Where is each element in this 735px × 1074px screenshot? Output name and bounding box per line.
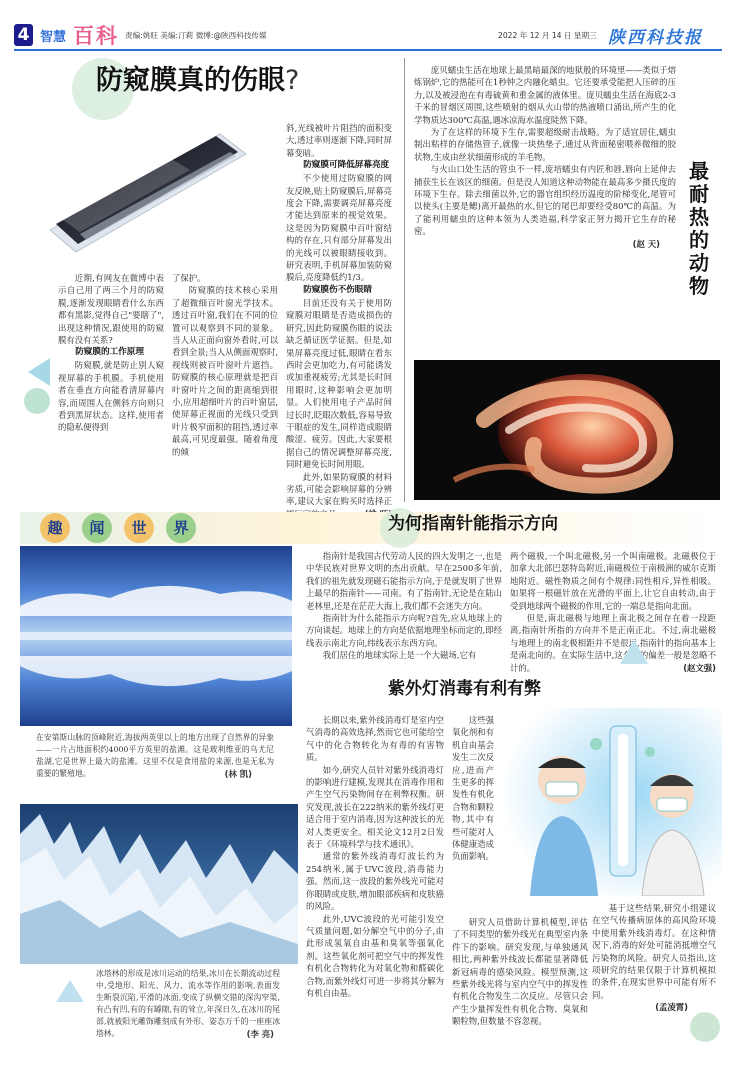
uv-para-1: 长期以来,紫外线消毒灯是室内空气消毒的高效选择,然而它也可能给空气中的化合物转化为有毒的有害物质。 (306, 715, 444, 763)
article-1-para-principle: 防窥膜,就是防止别人窥视屏幕的手机膜。手机使用者在垂直方向能看清屏幕内容,而周围人在侧斜方向则只看到黑屏状态。这样,使用者的隐私便得到 (58, 360, 164, 433)
issue-date: 2022 年 12 月 14 日 星期三 (498, 31, 597, 40)
article-1-title: 防窥膜真的伤眼? (96, 65, 300, 96)
staff-line: 责编:姚旺 美编:汀莉 微博:@陕西科技传媒 (125, 31, 267, 40)
circle-decor-right (690, 1012, 720, 1042)
article-1-col3-lead: 斜,光线被叶片阻挡的面积变大,透过率则逐渐下降,同时屏幕变暗。 (286, 123, 392, 158)
article-1-column-2 (172, 272, 278, 458)
uv-para-7: 基于这些结果,研究小组建议在空气传播病原体的高风险环境中使用紫外线消毒灯。在这种情况下,消毒的好处可能消抵增空气污染物的风险。研究人员指出,这项研究的结果仅限于计算机模拟的条件,在现实世界中可能有所不同。 (592, 903, 716, 1000)
phone-screen-protector-image (20, 112, 255, 270)
compass-para-5: 但是,南北磁极与地理上南北极之间存在着一段距离,指南针所指的方向并不是正南正北。不过,南北磁极与地理上的南北极相距并不是很远,指南针的指向基本上是南北向的。在实际生活中,这么小的偏差一般是忽略不计的。 (510, 613, 716, 673)
page-header (0, 0, 735, 54)
article-1-column-3 (286, 122, 392, 521)
uv-disinfection-illustration (500, 708, 722, 896)
article-1-para-technology: 防窥膜的技术核心采用了超微细百叶窗光学技术。透过百叶窗,我们在不同的位置可以观察到不同的景象。当人从正面向窗外看时,可以看到全景;当人从侧面观察时,视线则被百叶窗叶片遮挡。防窥膜的核心原理就是把百叶窗叶片之间的距离缩到很小,应用超细叶片的百叶窗层,使屏幕正视面的光线只受到叶片极窄面积的阻挡,透过率最高,可见度最强。随着角度的倾 (172, 285, 278, 457)
band-char-2: 闻 (82, 513, 112, 543)
salt-flat-caption-text: 在安第斯山脉的顶峰附近,海拔两英里以上的地方出现了自然界的异象——一片占地面积约4000平方英里的盐滩。这是玻利维亚的乌尤尼盐湖,它是世界上最大的盐滩。这里不仅是食用盐的来源,也是无私为重要的繁殖地。 (36, 733, 274, 778)
uv-para-4: 此外,UVC波段的光可能引发空气质量问题,如分解空气中的分子,由此形成氢氧自由基和臭氧等强氧化剂。这些氧化剂可把空气中的挥发性有机化合物转化为对氧化物和醛碳化合物,而紫外线灯可进一步将其分解为有机自由基。 (306, 913, 444, 998)
subhead-working-principle: 防窥膜的工作原理 (75, 347, 144, 358)
compass-para-1: 指南针是我国古代劳动人民的四大发明之一,也是中华民族对世界文明的杰出贡献。早在2500多年前,我们的祖先就发现磁石能指示方向,于是就发明了世界上最早的指南针——司南。有了指南针,无论是在陆山老林里,还是在茫茫大海上,我们都不会迷失方向。 (306, 551, 502, 611)
article-1-para-advice: 此外,如果防窥膜的材料劣质,可能会影响屏幕的分辨率,建议大家在购买时选择正 (286, 471, 392, 507)
header-rule (14, 49, 722, 51)
pompeii-worm-image (414, 360, 720, 500)
uv-article-title: 紫外灯消毒有利有弊 (388, 679, 541, 699)
article-1-intro: 近期,有网友在微博中表示自己用了两三个月的防窥膜,逐渐发现眼睛看什么东西都有黑影,觉得自己"要瞎了",出现这种情况,跟使用的防窥膜有没有关系? (58, 273, 164, 346)
compass-para-2: 指南针为什么能指示方向呢?首先,应从地球上的方向谈起。地球上的方向是依据地理坐标而定的,即经线表示南北方向,纬线表示东西方向。 (306, 613, 502, 648)
compass-article-title: 为何指南针能指示方向 (388, 514, 558, 534)
uv-column-2-top (452, 714, 494, 863)
article-1-para-eyes: 目前还没有关于使用防窥膜对眼睛是否造成损伤的研究,因此防窥膜伤眼的说法缺乏循证医学证据。但是,如果屏幕亮度过低,眼睛在看东西时会更加吃力,有可能诱发或加重视疲劳;尤其是长时间用眼时,这种影响会更加明显。人们使用电子产品时间过长时,眨眼次数低,容易导致干眼症的发生,同样造成眼睛酸涩、疲劳。因此,大家要根据自己的情况调整屏幕亮度,同时避免长时间用眼。 (286, 297, 392, 470)
uv-para-2: 如今,研究人员针对紫外线消毒灯的影响进行建模,发现其在消毒作用和产生空气污染物间存在利弊权衡。研究发现,波长在222纳米的紫外线灯更适合用于室内消毒,因为这种波长的光对人类更安全。相关论文12月2日发表于《环境科学与技术通讯》。 (306, 764, 444, 850)
uv-para-5: 这些强氧化剂和有机自由基会发生二次反应,进而产生更多的挥发性有机化合物和颗粒物,其中有些可能对人体健康造成负面影响。 (452, 715, 494, 862)
column-divider (404, 58, 405, 502)
compass-column-right (510, 550, 716, 674)
section-name-a: 智慧 (40, 30, 67, 45)
uv-column-1 (306, 714, 444, 999)
salt-flat-author: (林 凯) (224, 769, 252, 779)
compass-para-4: 两个磁极,一个叫北磁极,另一个叫南磁极。北磁极位于加拿大北部巴瑟特岛附近,南磁极位于南极洲的威尔克斯地附近。磁性物质之间有个规律:同性相斥,异性相吸。如果将一根磁针放在光滑的平面上,让它自由转动,由于受到地球两个磁极的作用,它的一端总是指向北面。 (510, 551, 716, 611)
glacier-author: (李 亮) (246, 1029, 274, 1039)
article-1-col2-lead: 了保护。 (172, 273, 206, 283)
article-2-para-3: 与火山口处生活的管虫不一样,庞培蠕虫有内匠和唇,唇向上延伸去捕获生长在该区的细菌。但是没人知道这种动物能在最高多少摄氏度的环境下生存。除去细菌以外,它的器官组织经历温度的阶梯变化,尾管可以使头(主要是鳃)离开最热的水,但它的尾巴却要经受80℃的高温。为了能利用蠕虫的这种本领为人类造福,科学家正努力揭开它生存的秘密。 (414, 164, 676, 237)
article-2-body (414, 64, 676, 250)
glacier-caption (96, 968, 280, 1040)
article-2-para-2: 为了在这样的环境下生存,需要超级耐击战略。为了适宜居住,蠕虫制出粘样的存储热管子,就像一块热垫子,通过从背面秘密喂养微细的胶状物,生成由丝状细菌形成的羊毛物。 (414, 127, 676, 162)
uv-para-6: 研究人员借助计算机模型,评估了不同类型的紫外线光在典型室内条件下的影响。研究发现,与单独通风相比,两种紫外线波长都能显著降低新冠病毒的感染风险。模型预测,这些紫外线光将与室内空气中的挥发性有机化合物发生二次反应。尽管只会产生少量挥发性有机化合物、臭氧和颗粒物,但数量不容忽视。 (452, 917, 588, 1027)
uv-para-3: 通常的紫外线消毒灯波长约为254纳米,属于UVC波段,消毒能力强。然而,这一波段的紫外线光可能对你眼睛或皮肤,增加眼部疾病和皮肤癌的风险。 (306, 851, 444, 912)
subhead-eye-damage: 防窥膜伤不伤眼睛 (303, 284, 372, 295)
compass-author: (赵文强) (683, 663, 716, 674)
circle-decor-left (24, 388, 50, 414)
uv-author: (孟凌霄) (655, 1002, 688, 1013)
title-question-mark: ? (285, 65, 300, 96)
uv-column-2-bottom (452, 916, 588, 1028)
subhead-lower-brightness: 防窥膜可降低屏幕亮度 (303, 160, 390, 171)
compass-para-3: 我们居住的地球实际上是一个大磁场,它有 (322, 650, 477, 661)
article-1-para-brightness: 不少使用过防窥膜的网友反映,贴上防窥膜后,屏幕亮度会下降,需要调亮屏幕亮度才能达到原来的视觉效果。这是因为防窥膜中百叶窗结构的存在,只有部分屏幕发出的光线可以被眼睛接收到。研究表明,手机屏幕加装防窥膜后,亮度降低约1/3。 (286, 173, 392, 283)
section-name-b: 百科 (73, 24, 119, 48)
article-2-para-1: 庞贝蠕虫生活在地球上最黑暗最深的地狱般的环境里——类似于熔炼锅炉,它的热能可在1秒钟之内融化蜡虫。它还要承受能把人压碎的压力,以及被浸泡在有毒硫黄和重金属的液体里。庞贝蠕虫生活在海底2-3千米的冒烟区周围,这些喷射的烟从火山带的热液喷口涌出,所产生的化学物质达300℃高温,遇冰凉海水温度陡然下降。 (414, 65, 676, 125)
salt-flat-caption (36, 732, 274, 780)
uv-title-decor (620, 640, 648, 664)
glacier-caption-text: 冰塔林的形成是冰川运动的结果,冰川在长期流动过程中,受地形、阳光、风力、流水等作用的影响,表面发生断裂沉陷,平滑的冰面,变成了纵横交错的深沟窄渠,有凸有凹,有的有罅隙,有的耸立,年深日久,在冰川的尾部,就被阳光雕饰雕刻成有外形、姿态万千的一座座冰塔林。 (96, 969, 280, 1038)
triangle-decor-left (28, 358, 50, 386)
article-2-author: (赵 天) (632, 238, 660, 249)
article-2-title: 最耐热的动物 (689, 159, 709, 298)
compass-column-left (306, 550, 502, 662)
page-number-badge: 4 (14, 24, 33, 46)
uv-column-3 (592, 902, 716, 1014)
band-char-3: 世 (124, 513, 154, 543)
band-char-4: 界 (166, 513, 196, 543)
newspaper-name: 陕西科技报 (608, 28, 703, 48)
salt-flat-image (20, 546, 292, 726)
article-1-column-1 (58, 272, 164, 434)
band-char-1: 趣 (40, 513, 70, 543)
glacier-image (20, 804, 298, 964)
triangle-decor-bottom (56, 980, 84, 1002)
